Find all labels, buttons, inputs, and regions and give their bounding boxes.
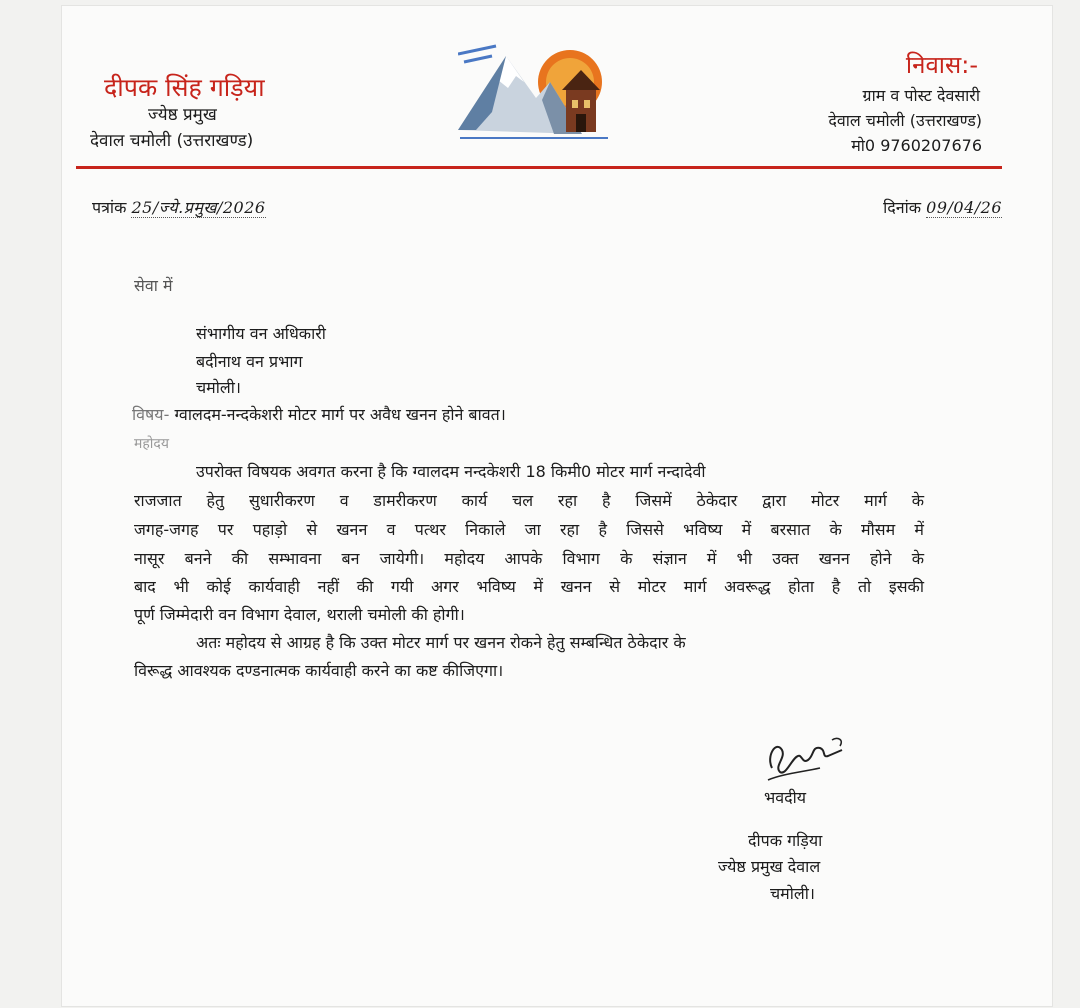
subject-label: विषय- <box>132 405 170 424</box>
body-line-text: राजजात हेतु सुधारीकरण व डामरीकरण कार्य चल रहा है जिसमें ठेकेदार द्वारा मोटर मार्ग के <box>134 491 924 510</box>
recipient-to: सेवा में <box>134 276 173 295</box>
body-line-text: बाद भी कोई कार्यवाही नहीं की गयी अगर भविष्य में खनन से मोटर मार्ग अवरूद्ध होता है तो इसकी <box>134 577 924 596</box>
body-line: उपरोक्त विषयक अवगत करना है कि ग्वालदम नन्दकेशरी 18 किमी0 मोटर मार्ग नन्दादेवी <box>196 462 706 481</box>
body-line <box>134 575 924 597</box>
sender-name: दीपक सिंह गड़िया <box>104 73 265 102</box>
closing-yours: भवदीय <box>764 788 807 807</box>
body-line: पूर्ण जिम्मेदारी वन विभाग देवाल, थराली चमोली की होगी। <box>134 605 465 624</box>
recipient-line-3: चमोली। <box>196 378 241 397</box>
sender-designation: ज्येष्ठ प्रमुख <box>148 105 217 125</box>
header-divider <box>76 166 1002 169</box>
signatory-designation: ज्येष्ठ प्रमुख देवाल <box>718 857 821 876</box>
salutation: महोदय <box>134 436 169 452</box>
date-label: दिनांक <box>883 198 922 217</box>
body-line: विरूद्ध आवश्यक दण्डनात्मक कार्यवाही करने का कष्ट कीजिएगा। <box>134 661 504 680</box>
recipient-line-1: संभागीय वन अधिकारी <box>196 324 326 343</box>
phone-number: मो0 9760207676 <box>851 136 982 155</box>
body-line-text: नासूर बनने की सम्भावना बन जायेगी। महोदय आपके विभाग के संज्ञान में भी उक्त खनन होने के <box>134 549 924 568</box>
residence-line-1: ग्राम व पोस्ट देवसारी <box>862 86 980 105</box>
mountain-logo-icon <box>458 42 614 142</box>
signatory-name: दीपक गड़िया <box>748 831 823 850</box>
residence-line-2: देवाल चमोली (उत्तराखण्ड) <box>828 111 982 130</box>
body-line <box>134 518 924 540</box>
signatory-place: चमोली। <box>770 884 815 903</box>
sender-place: देवाल चमोली (उत्तराखण्ड) <box>90 131 254 151</box>
reference-value: 25/ज्ये.प्रमुख/2026 <box>131 198 266 217</box>
body-line-text: जगह-जगह पर पहाड़ो से खनन व पत्थर निकाले जा रहा है जिससे भविष्य में बरसात के मौसम में <box>134 520 924 539</box>
reference-number <box>92 196 266 218</box>
letter-date <box>883 196 1002 218</box>
recipient-line-2: बदीनाथ वन प्रभाग <box>196 352 303 371</box>
reference-label: पत्रांक <box>92 198 127 217</box>
body-line: अतः महोदय से आग्रह है कि उक्त मोटर मार्ग पर खनन रोकने हेतु सम्बन्धित ठेकेदार के <box>196 633 686 652</box>
body-line <box>134 547 924 569</box>
signature-icon <box>762 728 852 784</box>
subject-line <box>132 403 506 425</box>
body-line <box>134 489 924 511</box>
date-value: 09/04/26 <box>926 198 1002 217</box>
subject-text: ग्वालदम-नन्दकेशरी मोटर मार्ग पर अवैध खनन होने बावत। <box>174 405 506 424</box>
residence-heading: निवास:- <box>905 51 978 79</box>
